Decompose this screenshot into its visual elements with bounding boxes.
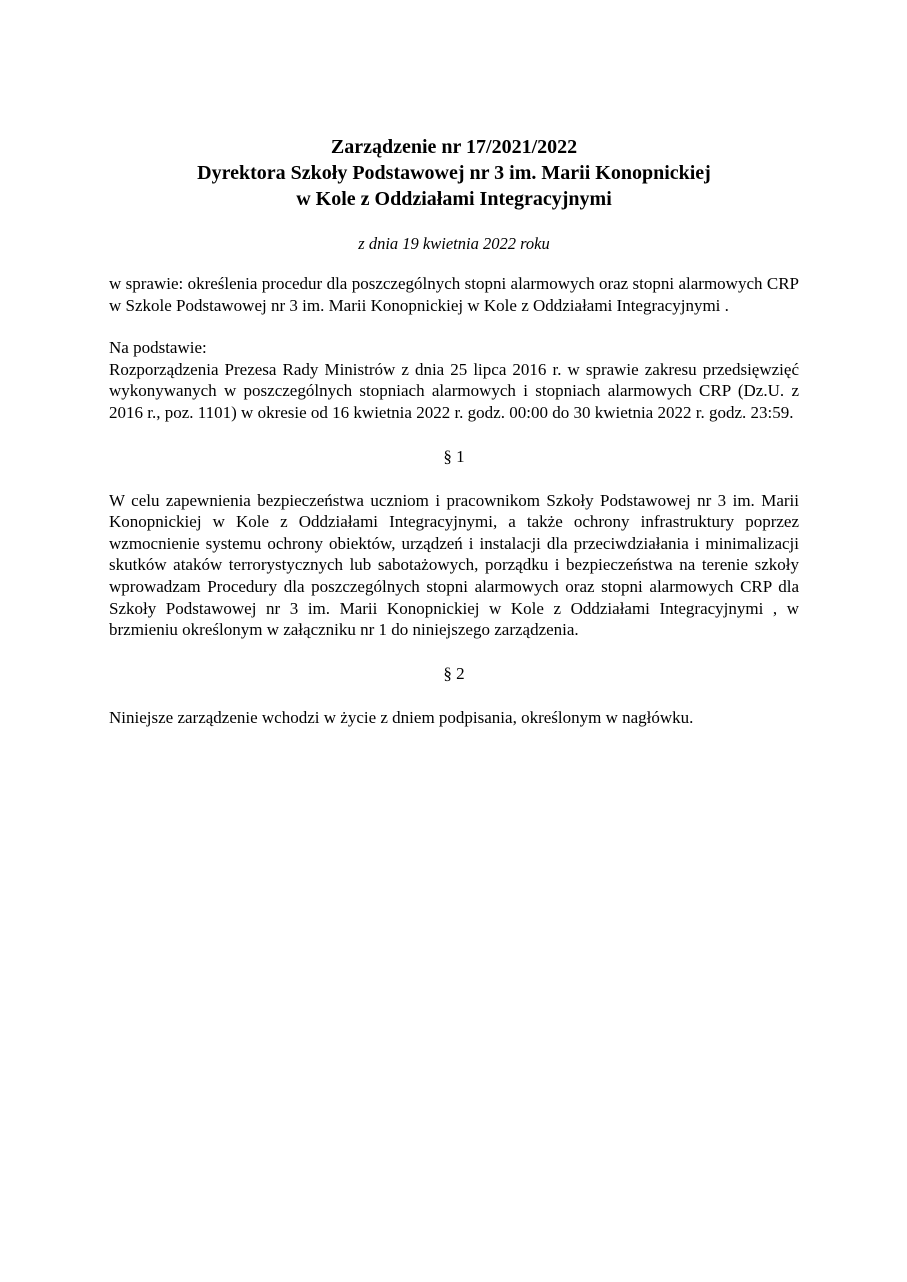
section-2-mark: § 2 — [443, 663, 465, 683]
basis-label: Na podstawie: — [109, 338, 207, 358]
section-1-mark: § 1 — [443, 446, 465, 466]
section-2-paragraph: Niniejsze zarządzenie wchodzi w życie z dniem podpisania, określonym w nagłówku. — [109, 707, 694, 727]
basis-paragraph: Rozporządzenia Prezesa Rady Ministrów z dnia 25 lipca 2016 r. w sprawie zakresu przedsięwzięć wykonywanych w poszczególnych stopniach alarmowych i stopniach alarmowych CRP (Dz.U. z 2016 r., poz. 1101) w okresie od 16 kwietnia 2022 r. godz. 00:00 do 30 kwietnia 2022 r. godz. 23:59. — [109, 359, 799, 422]
subject-paragraph: w sprawie: określenia procedur dla poszczególnych stopni alarmowych oraz stopni alarmowych CRP w Szkole Podstawowej nr 3 im. Marii Konopnickiej w Kole z Oddziałami Integracyjnymi . — [109, 274, 799, 315]
header-title: Zarządzenie nr 17/2021/2022 — [330, 136, 578, 158]
document-header — [109, 134, 799, 212]
document-date: z dnia 19 kwietnia 2022 roku — [358, 234, 550, 253]
header-issuer: Dyrektora Szkoły Podstawowej nr 3 im. Marii Konopnickiej — [197, 162, 711, 184]
section-1-paragraph: W celu zapewnienia bezpieczeństwa uczniom i pracownikom Szkoły Podstawowej nr 3 im. Marii Konopnickiej w Kole z Oddziałami Integracyjnymi, a także ochrony infrastruktury poprzez wzmocnienie systemu ochrony obiektów, urządzeń i instalacji dla przeciwdziałania i minimalizacji skutków ataków terrorystycznych lub sabotażowych, porządku i bezpieczeństwa na terenie szkoły wprowadzam Procedury dla poszczególnych stopni alarmowych oraz stopni alarmowych CRP dla Szkoły Podstawowej nr 3 im. Marii Konopnickiej w Kole z Oddziałami Integracyjnymi , w brzmieniu określonym w załączniku nr 1 do niniejszego zarządzenia. — [109, 490, 799, 640]
header-institution: w Kole z Oddziałami Integracyjnymi — [296, 188, 612, 210]
